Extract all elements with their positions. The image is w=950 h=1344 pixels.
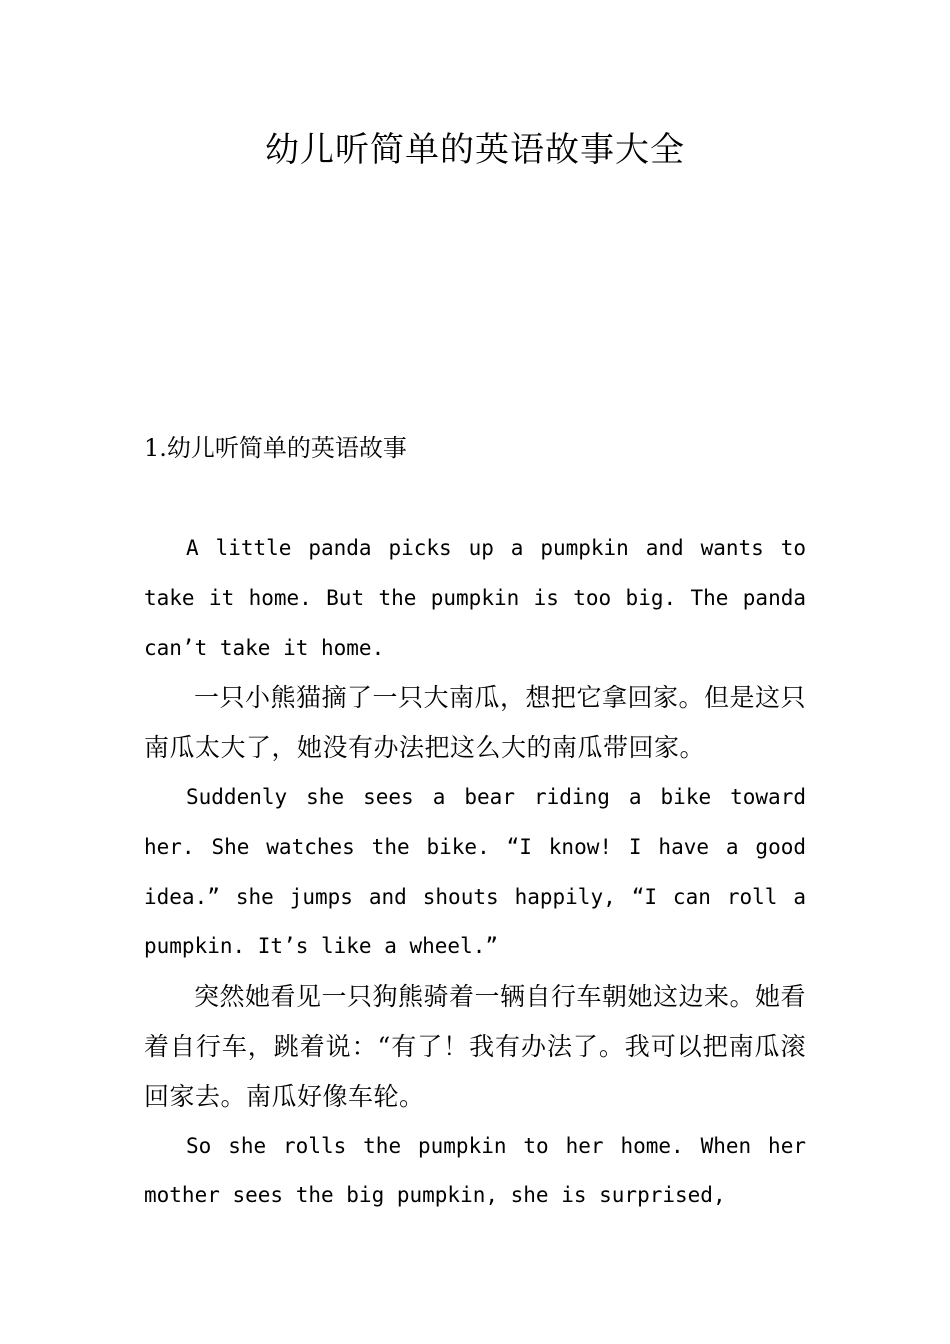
paragraph-english: Suddenly she sees a bear riding a bike toward her. She watches the bike. “I know! I have a good idea.” she jumps and shouts happily, “I can roll a pumpkin. It’s like a wheel.” xyxy=(144,784,806,959)
paragraph-chinese: 一只小熊猫摘了一只大南瓜，想把它拿回家。但是这只南瓜太大了，她没有办法把这么大的南瓜带回家。 xyxy=(144,683,807,763)
paragraph-chinese: 突然她看见一只狗熊骑着一辆自行车朝她这边来。她看着自行车，跳着说：“有了！我有办法了。我可以把南瓜滚回家去。南瓜好像车轮。 xyxy=(144,982,807,1111)
story-body xyxy=(144,524,806,1221)
section-heading: 1.幼儿听简单的英语故事 xyxy=(144,434,407,462)
paragraph-english: So she rolls the pumpkin to her home. When her mother sees the big pumpkin, she is surprised, xyxy=(144,1133,806,1208)
document-title: 幼儿听简单的英语故事大全 xyxy=(265,130,685,170)
paragraph-english: A little panda picks up a pumpkin and wants to take it home. But the pumpkin is too big. The panda can’t take it home. xyxy=(144,536,806,660)
